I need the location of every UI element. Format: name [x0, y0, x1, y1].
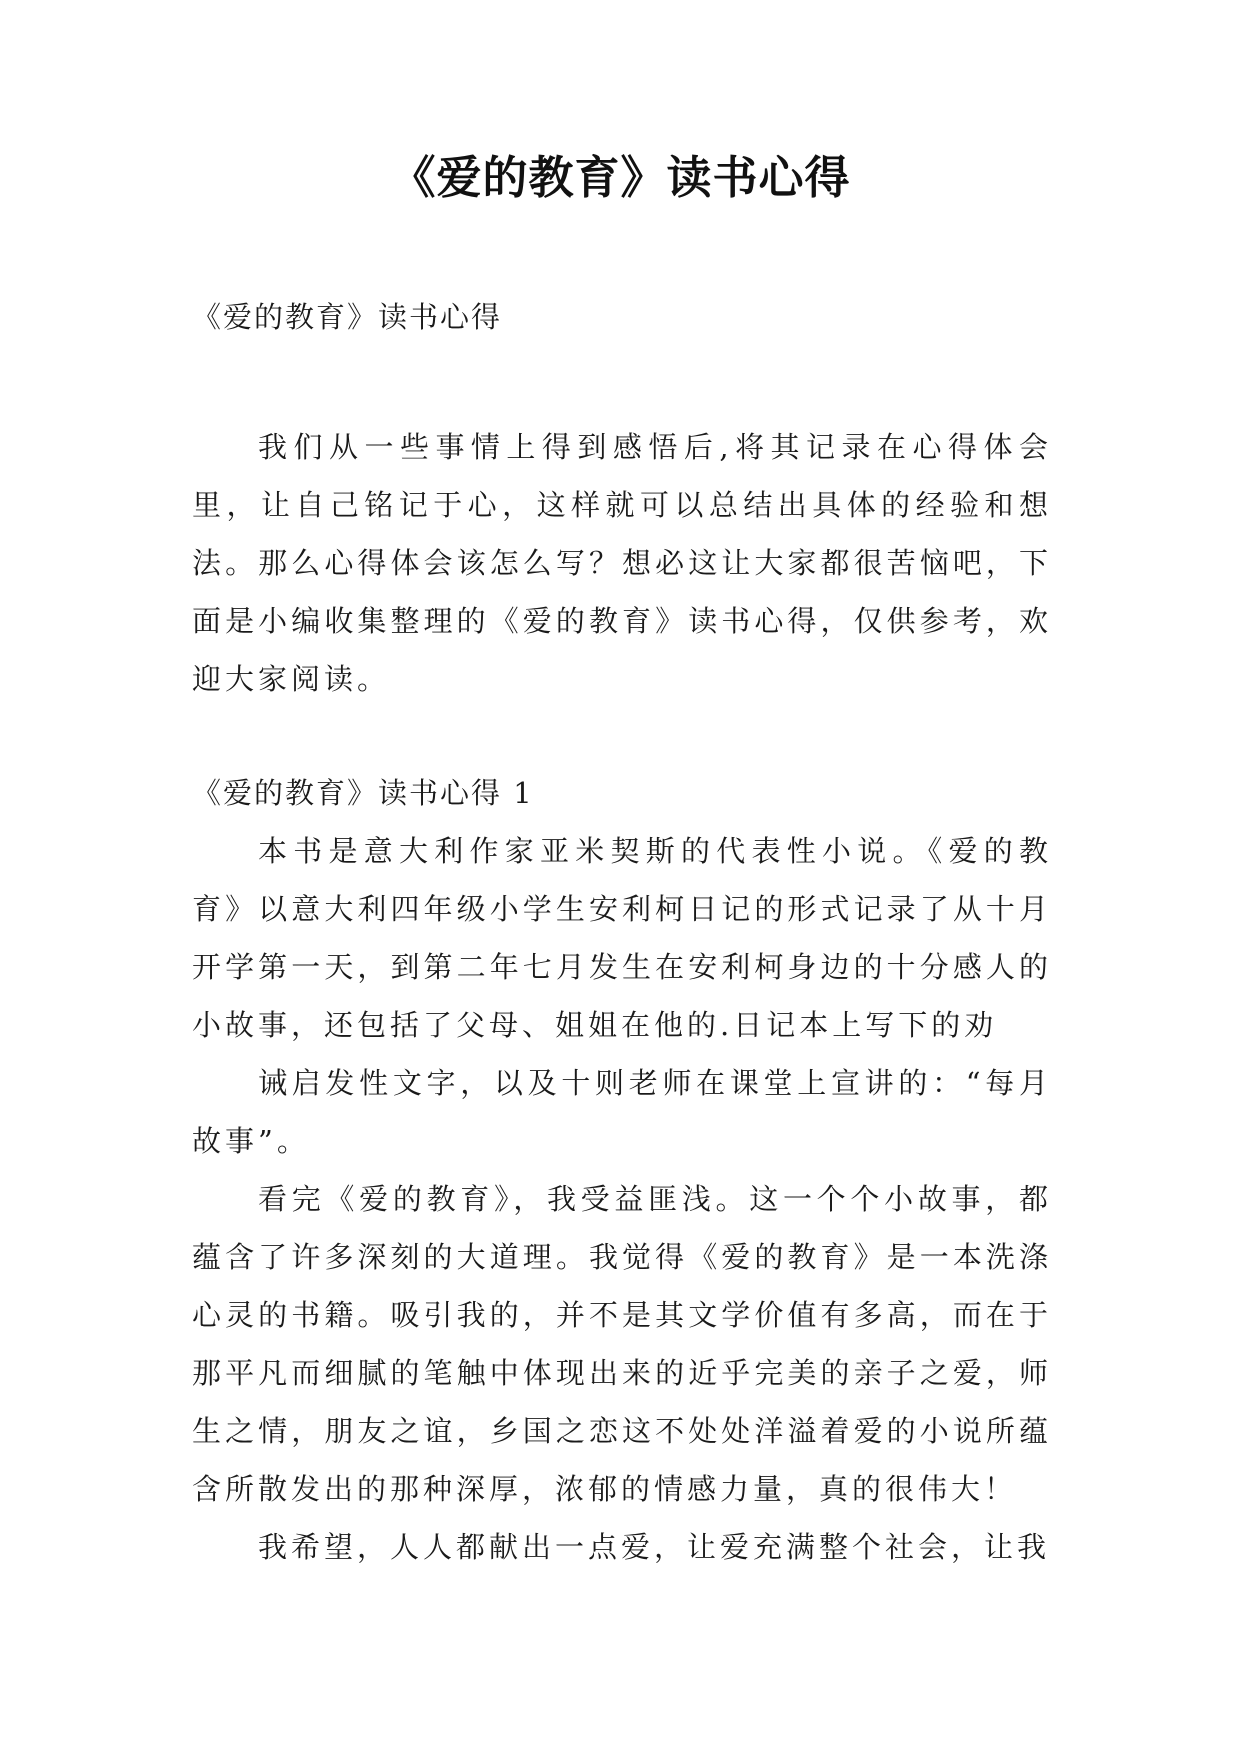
document-title: 《爱的教育》读书心得 — [390, 151, 851, 204]
document-body — [192, 288, 1052, 1576]
spacer — [192, 346, 1052, 418]
document-subtitle: 《爱的教育》读书心得 — [192, 300, 503, 334]
intro-paragraph: 我们从一些事情上得到感悟后,将其记录在心得体会里，让自己铭记于心，这样就可以总结出具体的经验和想法。那么心得体会该怎么写？想必这让大家都很苦恼吧，下面是小编收集整理的《爱的教育》读书心得，仅供参考，欢迎大家阅读。 — [192, 430, 1052, 696]
section-heading: 《爱的教育》读书心得 1 — [192, 776, 534, 810]
body-paragraph: 本书是意大利作家亚米契斯的代表性小说。《爱的教育》以意大利四年级小学生安利柯日记的形式记录了从十月开学第一天，到第二年七月发生在安利柯身边的十分感人的小故事，还包括了父母、姐姐在他的.日记本上写下的劝 — [192, 834, 1052, 1042]
body-paragraph: 诫启发性文字，以及十则老师在课堂上宣讲的：“每月故事”。 — [192, 1066, 1052, 1158]
body-paragraph: 我希望，人人都献出一点爱，让爱充满整个社会，让我 — [258, 1530, 1051, 1564]
spacer — [192, 708, 1052, 764]
body-paragraph: 看完《爱的教育》，我受益匪浅。这一个个小故事，都蕴含了许多深刻的大道理。我觉得《爱的教育》是一本洗涤心灵的书籍。吸引我的，并不是其文学价值有多高，而在于那平凡而细腻的笔触中体现出来的近乎完美的亲子之爱，师生之情，朋友之谊，乡国之恋这不处处洋溢着爱的小说所蕴含所散发出的那种深厚，浓郁的情感力量，真的很伟大！ — [192, 1182, 1052, 1506]
